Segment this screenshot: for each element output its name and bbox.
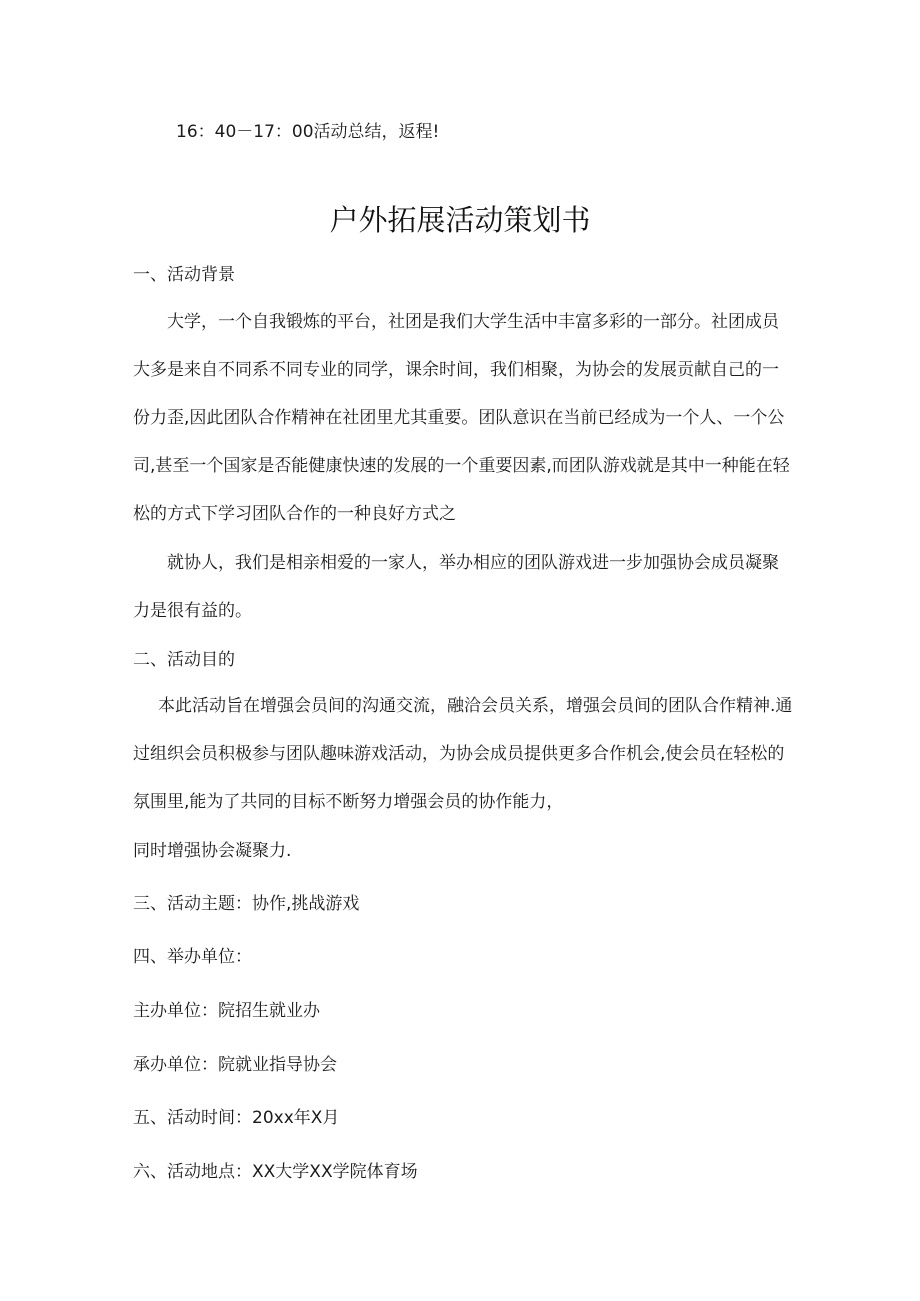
section-theme: 三、活动主题：协作,挑战游戏 [133,894,360,914]
section-time: 五、活动时间：20xx年X月 [133,1108,340,1128]
background-paragraph-2: 就协人，我们是相亲相爱的一家人，举办相应的团队游戏进一步加强协会成员凝聚力是很有益的。 [133,553,779,621]
schedule-item: 16：40－17：00活动总结，返程! [176,122,440,142]
section-heading-purpose: 二、活动目的 [133,650,235,670]
host-unit: 主办单位：院招生就业办 [133,1001,320,1021]
section-heading-background: 一、活动背景 [133,265,235,285]
document-title: 户外拓展活动策划书 [329,203,591,237]
organizer-unit: 承办单位：院就业指导协会 [133,1055,337,1075]
section-location: 六、活动地点：XX大学XX学院体育场 [133,1162,418,1182]
purpose-paragraph-2: 同时增强协会凝聚力. [133,841,292,861]
section-heading-organizers: 四、举办单位： [133,947,252,967]
purpose-paragraph-1: 本此活动旨在增强会员间的沟通交流，融洽会员关系，增强会员间的团队合作精神.通过组织会员积极参与团队趣味游戏活动，为协会成员提供更多合作机会,使会员在轻松的氛围里,能为了共同的目标不断努力增强会员的协作能力， [133,696,793,812]
background-paragraph-1: 大学，一个自我锻炼的平台，社团是我们大学生活中丰富多彩的一部分。社团成员大多是来自不同系不同专业的同学，课余时间，我们相聚，为协会的发展贡献自己的一份力歪,因此团队合作精神在社团里尤其重要。团队意识在当前已经成为一个人、一个公司,甚至一个国家是否能健康快速的发展的一个重要因素,而团队游戏就是其中一种能在轻松的方式下学习团队合作的一种良好方式之 [133,312,790,524]
